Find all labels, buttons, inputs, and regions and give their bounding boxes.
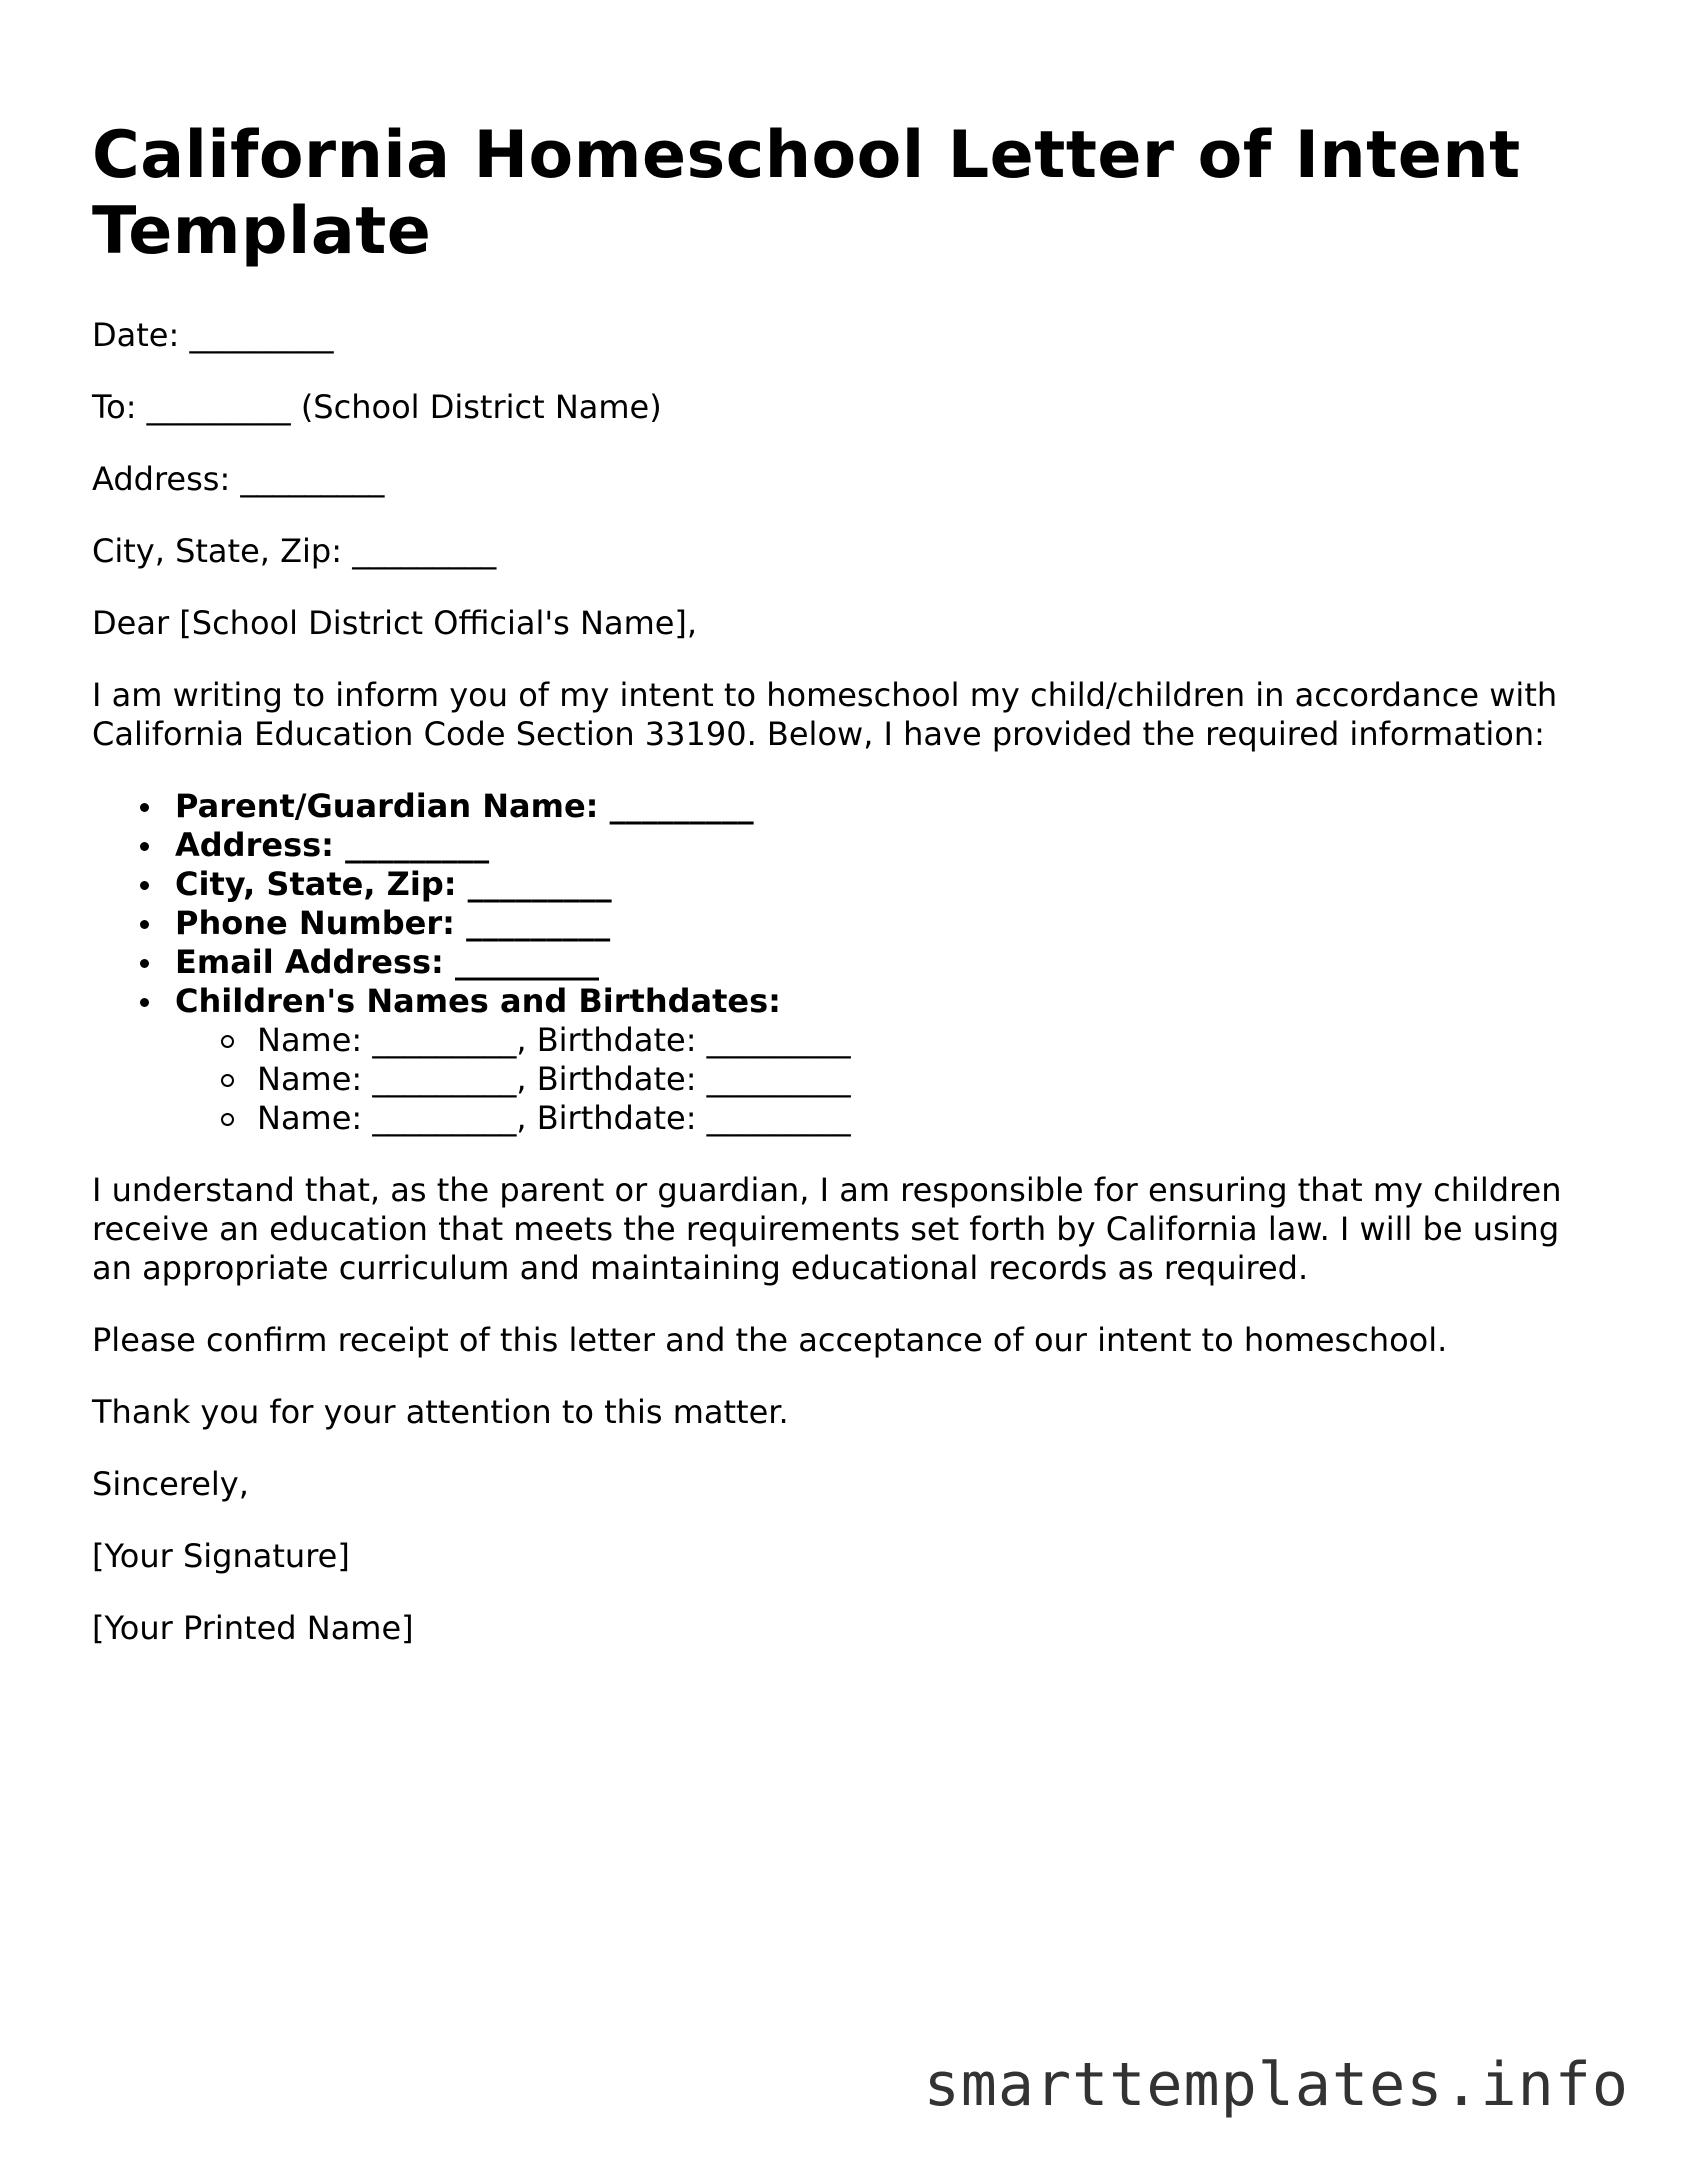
date-line: Date: _________ [92,316,334,354]
child-entry: Name: _________, Birthdate: _________ [175,1099,1592,1138]
required-info-list [92,787,1592,1138]
field-label: Phone Number: _________ [175,904,611,942]
watermark: smarttemplates.info [923,2050,1629,2120]
field-label: Parent/Guardian Name: _________ [175,787,754,825]
thanks-paragraph: Thank you for your attention to this matter. [92,1393,789,1431]
field-label: Email Address: _________ [175,943,599,981]
field-email-address [92,943,1592,982]
to-line: To: _________ (School District Name) [92,388,662,426]
understanding-paragraph: I understand that, as the parent or guardian, I am responsible for ensuring that my children receive an education that meets the requirements set forth by California law. I will be using an appropriate curriculum and maintaining educational records as required. [92,1171,1562,1287]
closing-sincerely: Sincerely, [92,1465,249,1503]
intro-paragraph: I am writing to inform you of my intent to homeschool my child/children in accordance with California Education Code Section 33190. Below, I have provided the required information: [92,676,1558,753]
field-label: Children's Names and Birthdates: [175,982,781,1020]
child-entry: Name: _________, Birthdate: _________ [175,1021,1592,1060]
confirm-paragraph: Please confirm receipt of this letter and the acceptance of our intent to homeschool. [92,1321,1448,1359]
field-parent-guardian-name [92,787,1592,826]
field-children [92,982,1592,1138]
page-title: California Homeschool Letter of Intent Template [92,118,1521,269]
children-list [175,1021,1592,1138]
field-label: Address: _________ [175,826,490,864]
field-label: City, State, Zip: _________ [175,865,612,903]
field-phone-number [92,904,1592,943]
city-state-zip-line: City, State, Zip: _________ [92,532,497,570]
field-address [92,826,1592,865]
child-entry: Name: _________, Birthdate: _________ [175,1060,1592,1099]
letter-page [92,118,1592,1681]
field-city-state-zip [92,865,1592,904]
address-line: Address: _________ [92,460,385,498]
printed-name-placeholder: [Your Printed Name] [92,1609,414,1647]
salutation: Dear [School District Official's Name], [92,604,698,642]
signature-placeholder: [Your Signature] [92,1537,350,1575]
